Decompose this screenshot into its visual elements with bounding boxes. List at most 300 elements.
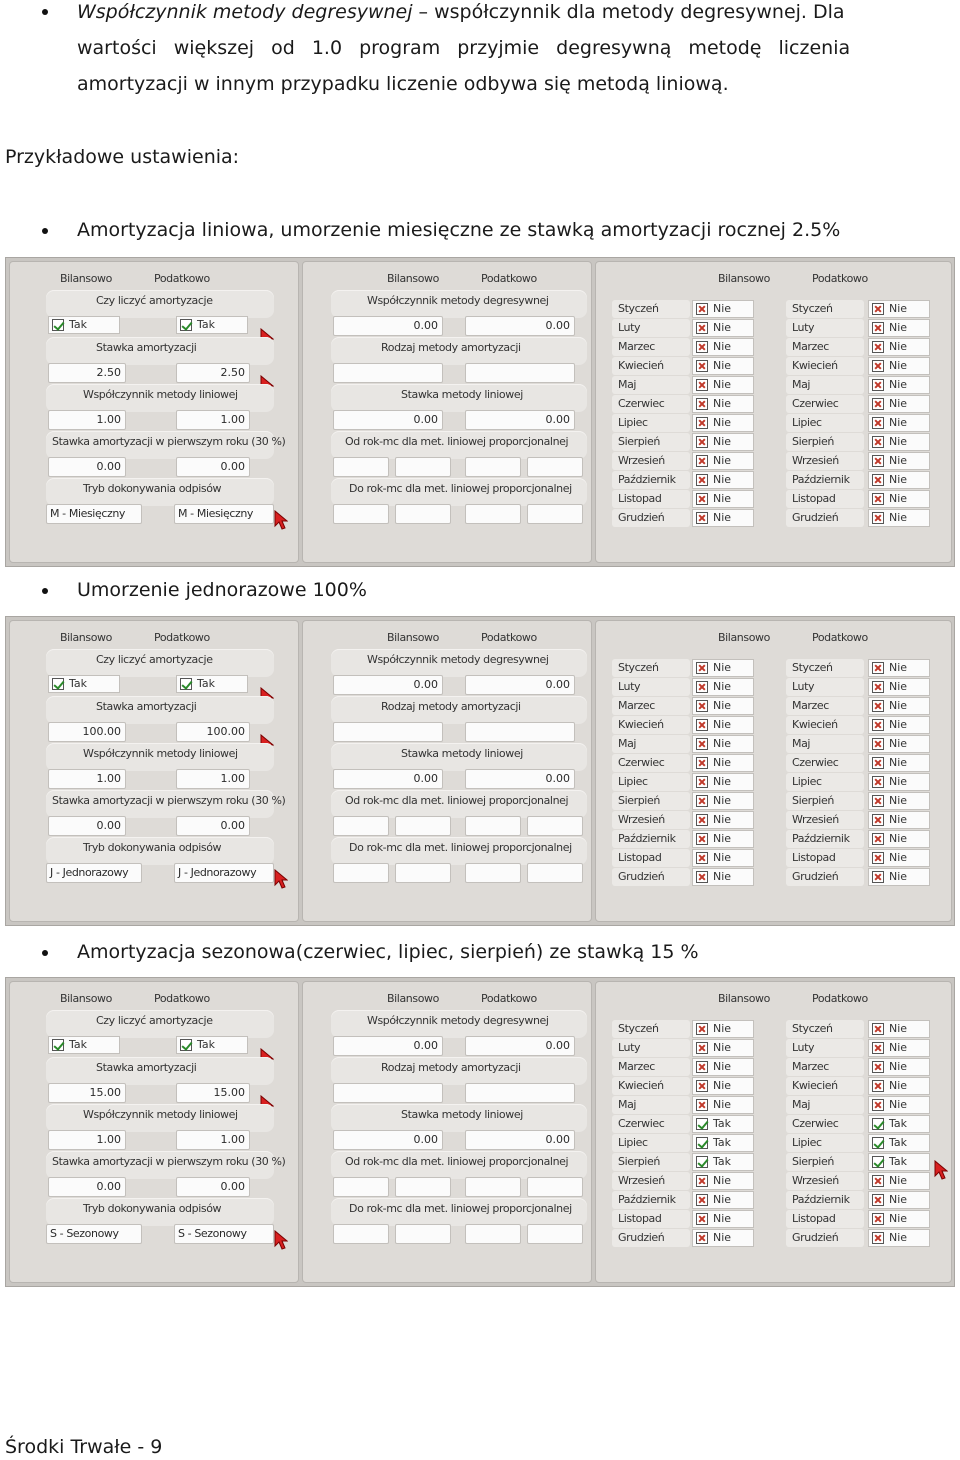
field-stawka_liniowej-podatkowo[interactable]: 0.00 [465, 769, 575, 789]
month-label: Czerwiec [612, 395, 690, 413]
month-label: Maj [612, 376, 690, 394]
month-label: Październik [786, 1191, 864, 1209]
cross-icon [872, 833, 884, 845]
tab-bilansowo[interactable]: Bilansowo [60, 631, 112, 644]
label-czy_liczyc: Czy liczyć amortyzacje [96, 294, 213, 307]
month-label: Grudzień [612, 509, 690, 527]
field-do_rok[interactable] [465, 863, 521, 883]
field-rodzaj-bilansowo[interactable] [333, 363, 443, 383]
checkbox-month-pod[interactable]: Nie [868, 319, 930, 337]
month-label: Listopad [612, 490, 690, 508]
checkbox-month-bil[interactable]: Nie [692, 471, 754, 489]
checkbox-month-pod[interactable]: Nie [868, 811, 930, 829]
checkbox-month-pod[interactable]: Nie [868, 1172, 930, 1190]
checkbox-month-pod[interactable]: Nie [868, 792, 930, 810]
label-wsp_liniowej: Współczynnik metody liniowej [83, 1108, 238, 1121]
tab-bilansowo[interactable]: Bilansowo [718, 272, 770, 285]
tab-podatkowo[interactable]: Podatkowo [812, 992, 868, 1005]
example-title: Amortyzacja sezonowa(czerwiec, lipiec, sierpień) ze stawką 15 % [77, 941, 699, 963]
checkbox-month-pod[interactable]: Nie [868, 414, 930, 432]
checkbox-czy-liczyc[interactable]: Tak [48, 675, 120, 693]
cross-icon [696, 1099, 708, 1111]
month-label: Lipiec [786, 1134, 864, 1152]
month-label: Wrzesień [786, 811, 864, 829]
tab-podatkowo[interactable]: Podatkowo [481, 272, 537, 285]
cross-icon [696, 1042, 708, 1054]
field-do_rok[interactable] [395, 863, 451, 883]
checkbox-month-pod[interactable]: Nie [868, 1020, 930, 1038]
field-stawka_liniowej-podatkowo[interactable]: 0.00 [465, 1130, 575, 1150]
label-stawka_pierwszy: Stawka amortyzacji w pierwszym roku (30 %) [52, 1155, 286, 1168]
checkbox-month-pod[interactable]: Nie [868, 452, 930, 470]
cross-icon [872, 474, 884, 486]
field-stawka_pierwszy[interactable]: 0.00 [48, 816, 126, 836]
settings-pane-months [595, 620, 952, 922]
checkbox-month-pod[interactable]: Nie [868, 433, 930, 451]
month-label: Maj [612, 1096, 690, 1114]
cross-icon [872, 322, 884, 334]
field-stawka_pierwszy[interactable]: 0.00 [176, 816, 250, 836]
month-label: Kwiecień [612, 716, 690, 734]
checkbox-month-bil[interactable]: Nie [692, 1039, 754, 1057]
checkbox-month-bil[interactable]: Nie [692, 319, 754, 337]
cross-icon [696, 1232, 708, 1244]
month-label: Grudzień [786, 509, 864, 527]
checkbox-month-bil[interactable]: Nie [692, 414, 754, 432]
month-label: Maj [786, 1096, 864, 1114]
settings-pane-methods [302, 981, 592, 1283]
tab-podatkowo[interactable]: Podatkowo [154, 992, 210, 1005]
field-stawka[interactable]: 2.50 [176, 363, 250, 383]
label-tryb: Tryb dokonywania odpisów [83, 482, 222, 495]
month-label: Luty [786, 1039, 864, 1057]
checkbox-month-bil[interactable]: Nie [692, 754, 754, 772]
cross-icon [696, 700, 708, 712]
field-wsp_degresywnej-bilansowo[interactable]: 0.00 [333, 1036, 443, 1056]
field-wsp_liniowej[interactable]: 1.00 [176, 769, 250, 789]
field-rodzaj-bilansowo[interactable] [333, 722, 443, 742]
field-rodzaj-podatkowo[interactable] [465, 722, 575, 742]
field-od_rok[interactable] [465, 457, 521, 477]
field-stawka_pierwszy[interactable]: 0.00 [176, 1177, 250, 1197]
select-tryb[interactable]: J - Jednorazowy [174, 863, 274, 883]
cross-icon [696, 455, 708, 467]
checkbox-month-pod[interactable]: Nie [868, 697, 930, 715]
checkbox-month-bil[interactable]: Nie [692, 452, 754, 470]
label-tryb: Tryb dokonywania odpisów [83, 841, 222, 854]
field-stawka[interactable]: 2.50 [48, 363, 126, 383]
select-tryb[interactable]: S - Sezonowy [174, 1224, 274, 1244]
tab-bilansowo[interactable]: Bilansowo [60, 272, 112, 285]
cross-icon [872, 303, 884, 315]
checkbox-month-bil[interactable]: Nie [692, 735, 754, 753]
label-czy_liczyc: Czy liczyć amortyzacje [96, 1014, 213, 1027]
field-do_rok[interactable] [333, 504, 389, 524]
field-do_rok[interactable] [395, 1224, 451, 1244]
checkbox-month-bil[interactable]: Nie [692, 395, 754, 413]
month-label: Listopad [786, 1210, 864, 1228]
month-label: Marzec [612, 338, 690, 356]
label-rodzaj: Rodzaj metody amortyzacji [381, 341, 521, 354]
checkbox-czy-liczyc[interactable]: Tak [48, 1036, 120, 1054]
tab-podatkowo[interactable]: Podatkowo [812, 631, 868, 644]
cross-icon [872, 1061, 884, 1073]
cross-icon [872, 512, 884, 524]
check-icon [52, 1039, 64, 1051]
cross-icon [872, 1213, 884, 1225]
checkbox-month-bil[interactable]: Nie [692, 433, 754, 451]
settings-screenshot [5, 977, 955, 1287]
checkbox-month-pod[interactable]: Nie [868, 735, 930, 753]
month-label: Czerwiec [786, 395, 864, 413]
cross-icon [872, 681, 884, 693]
month-label: Listopad [786, 849, 864, 867]
checkbox-month-bil[interactable]: Nie [692, 697, 754, 715]
checkbox-month-pod[interactable]: Nie [868, 1229, 930, 1247]
checkbox-month-pod[interactable]: Nie [868, 1210, 930, 1228]
month-label: Marzec [786, 1058, 864, 1076]
cross-icon [696, 398, 708, 410]
tab-podatkowo[interactable]: Podatkowo [812, 272, 868, 285]
field-wsp_degresywnej-bilansowo[interactable]: 0.00 [333, 316, 443, 336]
checkbox-month-bil[interactable]: Nie [692, 338, 754, 356]
checkbox-month-bil[interactable]: Nie [692, 1229, 754, 1247]
month-label: Lipiec [786, 414, 864, 432]
month-label: Marzec [612, 1058, 690, 1076]
cross-icon [696, 795, 708, 807]
field-stawka_liniowej-podatkowo[interactable]: 0.00 [465, 410, 575, 430]
checkbox-month-bil[interactable]: Nie [692, 300, 754, 318]
field-od_rok[interactable] [333, 816, 389, 836]
month-label: Wrzesień [786, 452, 864, 470]
field-stawka_liniowej-bilansowo[interactable]: 0.00 [333, 1130, 443, 1150]
checkbox-month-bil[interactable]: Tak [692, 1115, 754, 1133]
field-stawka_pierwszy[interactable]: 0.00 [48, 457, 126, 477]
month-label: Kwiecień [786, 716, 864, 734]
cross-icon [696, 436, 708, 448]
field-wsp_degresywnej-podatkowo[interactable]: 0.00 [465, 675, 575, 695]
checkbox-month-bil[interactable]: Nie [692, 509, 754, 527]
month-label: Lipiec [786, 773, 864, 791]
checkbox-month-pod[interactable]: Nie [868, 357, 930, 375]
checkbox-month-pod[interactable]: Nie [868, 773, 930, 791]
field-wsp_degresywnej-bilansowo[interactable]: 0.00 [333, 675, 443, 695]
checkbox-month-pod[interactable]: Nie [868, 659, 930, 677]
field-do_rok[interactable] [333, 1224, 389, 1244]
checkbox-czy-liczyc[interactable]: Tak [176, 1036, 248, 1054]
intro-dash-text: – współczynnik dla metody degresywnej. Dla [412, 1, 845, 23]
month-label: Kwiecień [612, 357, 690, 375]
field-od_rok[interactable] [465, 1177, 521, 1197]
example-title: Amortyzacja liniowa, umorzenie miesięczne ze stawką amortyzacji rocznej 2.5% [77, 219, 841, 241]
select-tryb[interactable]: J - Jednorazowy [46, 863, 142, 883]
cross-icon [872, 1175, 884, 1187]
checkbox-month-pod[interactable]: Nie [868, 716, 930, 734]
month-label: Luty [612, 1039, 690, 1057]
checkbox-month-bil[interactable]: Nie [692, 678, 754, 696]
month-label: Grudzień [786, 1229, 864, 1247]
cross-icon [872, 1080, 884, 1092]
tab-podatkowo[interactable]: Podatkowo [481, 992, 537, 1005]
field-stawka_pierwszy[interactable]: 0.00 [176, 457, 250, 477]
cross-icon [696, 493, 708, 505]
cross-icon [696, 681, 708, 693]
checkbox-czy-liczyc[interactable]: Tak [48, 316, 120, 334]
field-stawka[interactable]: 100.00 [48, 722, 126, 742]
cross-icon [872, 341, 884, 353]
checkbox-month-bil[interactable]: Nie [692, 1096, 754, 1114]
field-do_rok[interactable] [527, 863, 583, 883]
month-label: Lipiec [612, 414, 690, 432]
cross-icon [696, 776, 708, 788]
checkbox-month-bil[interactable]: Nie [692, 376, 754, 394]
month-label: Marzec [786, 338, 864, 356]
checkbox-month-bil[interactable]: Nie [692, 1058, 754, 1076]
checkbox-month-bil[interactable]: Nie [692, 1020, 754, 1038]
checkbox-month-pod[interactable]: Nie [868, 849, 930, 867]
month-label: Sierpień [612, 433, 690, 451]
bullet [40, 947, 50, 957]
cross-icon [872, 360, 884, 372]
checkbox-month-pod[interactable]: Nie [868, 338, 930, 356]
field-do_rok[interactable] [527, 1224, 583, 1244]
month-label: Październik [786, 471, 864, 489]
cross-icon [696, 833, 708, 845]
month-label: Listopad [612, 1210, 690, 1228]
label-od_rok: Od rok-mc dla met. liniowej proporcjonalnej [345, 1155, 569, 1168]
cross-icon [872, 398, 884, 410]
field-od_rok[interactable] [527, 1177, 583, 1197]
cross-icon [872, 493, 884, 505]
checkbox-month-bil[interactable]: Nie [692, 1210, 754, 1228]
field-stawka[interactable]: 15.00 [48, 1083, 126, 1103]
cross-icon [696, 719, 708, 731]
checkbox-month-pod[interactable]: Nie [868, 395, 930, 413]
checkbox-month-pod[interactable]: Nie [868, 1077, 930, 1095]
month-label: Styczeń [612, 300, 690, 318]
checkbox-month-pod[interactable]: Nie [868, 868, 930, 886]
cross-icon [872, 1042, 884, 1054]
field-stawka[interactable]: 15.00 [176, 1083, 250, 1103]
settings-pane-methods [302, 261, 592, 563]
month-label: Lipiec [612, 1134, 690, 1152]
month-label: Maj [786, 376, 864, 394]
select-tryb[interactable]: M - Miesięczny [46, 504, 142, 524]
field-od_rok[interactable] [395, 457, 451, 477]
cross-icon [872, 757, 884, 769]
cross-icon [872, 662, 884, 674]
checkbox-month-pod[interactable]: Nie [868, 509, 930, 527]
examples-heading: Przykładowe ustawienia: [5, 146, 240, 168]
tab-podatkowo[interactable]: Podatkowo [154, 631, 210, 644]
month-label: Listopad [612, 849, 690, 867]
cross-icon [696, 1175, 708, 1187]
field-do_rok[interactable] [395, 504, 451, 524]
month-label: Listopad [786, 490, 864, 508]
label-wsp_degresywnej: Współczynnik metody degresywnej [367, 653, 549, 666]
label-stawka_liniowej: Stawka metody liniowej [401, 388, 523, 401]
checkbox-month-bil[interactable]: Nie [692, 1172, 754, 1190]
month-label: Maj [612, 735, 690, 753]
checkbox-month-bil[interactable]: Nie [692, 811, 754, 829]
field-wsp_degresywnej-podatkowo[interactable]: 0.00 [465, 316, 575, 336]
field-do_rok[interactable] [333, 863, 389, 883]
field-rodzaj-bilansowo[interactable] [333, 1083, 443, 1103]
field-od_rok[interactable] [527, 457, 583, 477]
tab-podatkowo[interactable]: Podatkowo [154, 272, 210, 285]
field-wsp_liniowej[interactable]: 1.00 [48, 1130, 126, 1150]
month-label: Grudzień [612, 1229, 690, 1247]
checkbox-month-bil[interactable]: Nie [692, 716, 754, 734]
field-stawka[interactable]: 100.00 [176, 722, 250, 742]
cross-icon [872, 814, 884, 826]
tab-bilansowo[interactable]: Bilansowo [718, 631, 770, 644]
field-do_rok[interactable] [527, 504, 583, 524]
field-od_rok[interactable] [527, 816, 583, 836]
field-stawka_pierwszy[interactable]: 0.00 [48, 1177, 126, 1197]
cross-icon [696, 512, 708, 524]
month-label: Październik [612, 1191, 690, 1209]
checkbox-month-bil[interactable]: Nie [692, 357, 754, 375]
checkbox-month-bil[interactable]: Nie [692, 849, 754, 867]
checkbox-month-pod[interactable]: Tak [868, 1153, 930, 1171]
field-rodzaj-podatkowo[interactable] [465, 363, 575, 383]
checkbox-month-pod[interactable]: Nie [868, 1096, 930, 1114]
checkbox-month-pod[interactable]: Nie [868, 376, 930, 394]
tab-podatkowo[interactable]: Podatkowo [481, 631, 537, 644]
field-wsp_liniowej[interactable]: 1.00 [176, 1130, 250, 1150]
intro-line2: wartości większej od 1.0 program przyjmie degresywną metodę liczenia [77, 37, 851, 59]
tab-bilansowo[interactable]: Bilansowo [387, 272, 439, 285]
checkbox-month-pod[interactable]: Nie [868, 490, 930, 508]
checkbox-month-bil[interactable]: Nie [692, 830, 754, 848]
month-label: Czerwiec [612, 754, 690, 772]
check-icon [872, 1156, 884, 1168]
cross-icon [872, 871, 884, 883]
field-wsp_liniowej[interactable]: 1.00 [48, 410, 126, 430]
checkbox-month-bil[interactable]: Nie [692, 773, 754, 791]
cross-icon [872, 455, 884, 467]
month-label: Wrzesień [612, 811, 690, 829]
cross-icon [696, 303, 708, 315]
label-stawka_liniowej: Stawka metody liniowej [401, 747, 523, 760]
cross-icon [696, 662, 708, 674]
checkbox-month-pod[interactable]: Nie [868, 1058, 930, 1076]
check-icon [872, 1137, 884, 1149]
page-footer: Środki Trwałe - 9 [5, 1436, 163, 1458]
month-label: Wrzesień [612, 452, 690, 470]
settings-pane-general [9, 620, 299, 922]
check-icon [872, 1118, 884, 1130]
field-rodzaj-podatkowo[interactable] [465, 1083, 575, 1103]
month-label: Styczeń [786, 659, 864, 677]
label-wsp_degresywnej: Współczynnik metody degresywnej [367, 1014, 549, 1027]
field-wsp_liniowej[interactable]: 1.00 [48, 769, 126, 789]
label-rodzaj: Rodzaj metody amortyzacji [381, 700, 521, 713]
checkbox-czy-liczyc[interactable]: Tak [176, 675, 248, 693]
field-wsp_liniowej[interactable]: 1.00 [176, 410, 250, 430]
checkbox-month-bil[interactable]: Tak [692, 1153, 754, 1171]
checkbox-month-pod[interactable]: Tak [868, 1134, 930, 1152]
intro-paragraph [77, 0, 914, 102]
cursor-arrow-icon [274, 510, 288, 530]
checkbox-month-bil[interactable]: Nie [692, 1077, 754, 1095]
month-label: Styczeń [612, 659, 690, 677]
month-label: Styczeń [612, 1020, 690, 1038]
checkbox-month-bil[interactable]: Nie [692, 1191, 754, 1209]
checkbox-month-pod[interactable]: Nie [868, 1191, 930, 1209]
settings-pane-methods [302, 620, 592, 922]
month-label: Kwiecień [786, 1077, 864, 1095]
tab-bilansowo[interactable]: Bilansowo [60, 992, 112, 1005]
checkbox-month-pod[interactable]: Nie [868, 300, 930, 318]
field-od_rok[interactable] [465, 816, 521, 836]
field-do_rok[interactable] [465, 1224, 521, 1244]
checkbox-month-bil[interactable]: Nie [692, 490, 754, 508]
cross-icon [872, 436, 884, 448]
cross-icon [872, 417, 884, 429]
select-tryb[interactable]: M - Miesięczny [174, 504, 274, 524]
check-icon [180, 678, 192, 690]
tab-bilansowo[interactable]: Bilansowo [718, 992, 770, 1005]
tab-bilansowo[interactable]: Bilansowo [387, 631, 439, 644]
month-label: Czerwiec [786, 754, 864, 772]
checkbox-month-pod[interactable]: Nie [868, 830, 930, 848]
cross-icon [696, 379, 708, 391]
cross-icon [696, 322, 708, 334]
tab-bilansowo[interactable]: Bilansowo [387, 992, 439, 1005]
month-label: Kwiecień [612, 1077, 690, 1095]
field-od_rok[interactable] [395, 816, 451, 836]
month-label: Sierpień [786, 1153, 864, 1171]
field-od_rok[interactable] [395, 1177, 451, 1197]
checkbox-month-pod[interactable]: Nie [868, 754, 930, 772]
cross-icon [872, 379, 884, 391]
month-label: Luty [612, 678, 690, 696]
month-label: Sierpień [612, 792, 690, 810]
month-label: Luty [786, 678, 864, 696]
field-stawka_liniowej-bilansowo[interactable]: 0.00 [333, 410, 443, 430]
checkbox-month-pod[interactable]: Nie [868, 1039, 930, 1057]
checkbox-month-bil[interactable]: Nie [692, 868, 754, 886]
label-od_rok: Od rok-mc dla met. liniowej proporcjonalnej [345, 794, 569, 807]
settings-pane-general [9, 261, 299, 563]
month-label: Październik [612, 471, 690, 489]
checkbox-month-pod[interactable]: Tak [868, 1115, 930, 1133]
cross-icon [872, 1232, 884, 1244]
cross-icon [696, 852, 708, 864]
bullet [40, 6, 50, 16]
field-wsp_degresywnej-podatkowo[interactable]: 0.00 [465, 1036, 575, 1056]
field-stawka_liniowej-bilansowo[interactable]: 0.00 [333, 769, 443, 789]
checkbox-month-bil[interactable]: Nie [692, 659, 754, 677]
select-tryb[interactable]: S - Sezonowy [46, 1224, 142, 1244]
month-label: Maj [786, 735, 864, 753]
checkbox-month-pod[interactable]: Nie [868, 471, 930, 489]
label-stawka: Stawka amortyzacji [96, 1061, 197, 1074]
bullet [40, 585, 50, 595]
field-od_rok[interactable] [333, 457, 389, 477]
field-do_rok[interactable] [465, 504, 521, 524]
month-label: Sierpień [612, 1153, 690, 1171]
field-od_rok[interactable] [333, 1177, 389, 1197]
checkbox-month-bil[interactable]: Nie [692, 792, 754, 810]
month-label: Kwiecień [786, 357, 864, 375]
checkbox-czy-liczyc[interactable]: Tak [176, 316, 248, 334]
checkbox-month-pod[interactable]: Nie [868, 678, 930, 696]
checkbox-month-bil[interactable]: Tak [692, 1134, 754, 1152]
intro-line3: amortyzacji w innym przypadku liczenie odbywa się metodą liniową. [77, 73, 729, 95]
